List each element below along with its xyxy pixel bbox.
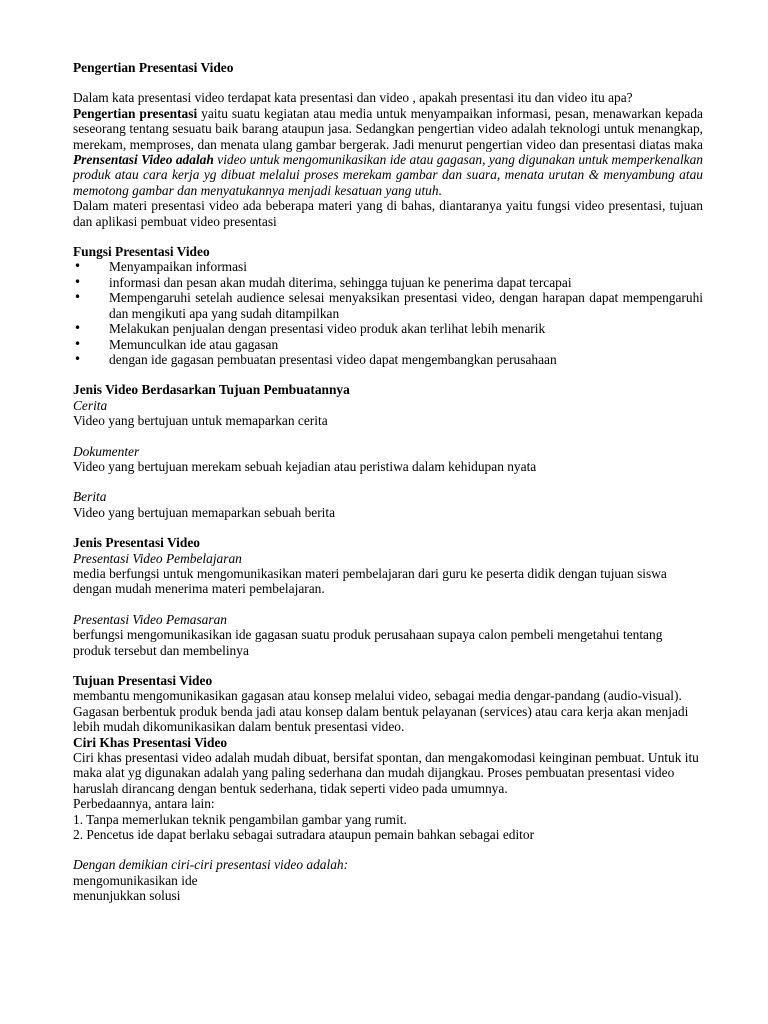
document-content — [73, 60, 703, 904]
presentasi-label-pembelajaran: Presentasi Video Pembelajaran — [73, 550, 242, 566]
jenis-label-dokumenter: Dokumenter — [73, 443, 140, 459]
jenis-tujuan-heading: Jenis Video Berdasarkan Tujuan Pembuatannya — [73, 382, 350, 398]
list-item: • dengan ide gagasan pembuatan presentasi video dapat mengembangkan perusahaan — [73, 352, 703, 367]
ciri-list-item-1: 1. Tanpa memerlukan teknik pengambilan gambar yang rumit. — [73, 811, 407, 827]
definition-term: Pengertian presentasi — [73, 105, 198, 121]
definition-video-text: video untuk mengomunikasikan ide atau gagasan, yang digunakan untuk memperkenalkan produk atau cara kerja yg dibuat melalui proses merekam gambar dan suara, menata urutan & menyambung atau memotong gambar dan menyatukannya menjadi kesatuan yang utuh. — [73, 152, 704, 198]
definition-text: yaitu suatu kegiatan atau media untuk menyampaikan informasi, pesan, menawarkan kepada seseorang tentang sesuatu baik barang ataupun jasa. Sedangkan pengertian video adalah teknologi untuk menangkap, merekam, memproses, dan menata ulang gambar bergerak. Jadi menurut pengertian video dan presentasi diatas maka — [73, 105, 703, 152]
jenis-desc-cerita: Video yang bertujuan untuk memaparkan cerita — [73, 413, 328, 429]
list-item: • Melakukan penjualan dengan presentasi video produk akan terlihat lebih menarik — [73, 321, 703, 336]
presentasi-desc-pemasaran: berfungsi mengomunikasikan ide gagasan suatu produk perusahaan supaya calon pembeli mengetahui tentang produk tersebut dan membelinya — [73, 627, 663, 658]
ciri-text: Ciri khas presentasi video adalah mudah dibuat, bersifat spontan, dan mengakomodasi keinginan pembuat. Untuk itu maka alat yg digunakan adalah yang paling sederhana dan mudah dijangkau. Proses pembuatan presentasi video haruslah dirancang dengan bentuk sederhana, tidak seperti video pada umumnya. — [73, 750, 699, 796]
list-item: • Mempengaruhi setelah audience selesai menyaksikan presentasi video, dengan harapan dapat mempengaruhi dan mengikuti apa yang sudah ditampilkan — [73, 290, 703, 321]
fungsi-heading: Fungsi Presentasi Video — [73, 244, 210, 260]
intro-definition — [73, 106, 703, 198]
jenis-desc-berita: Video yang bertujuan memaparkan sebuah berita — [73, 504, 336, 520]
jenis-desc-dokumenter: Video yang bertujuan merekam sebuah kejadian atau peristiwa dalam kehidupan nyata — [73, 458, 537, 474]
presentasi-desc-pembelajaran: media berfungsi untuk mengomunikasikan materi pembelajaran dari guru ke peserta didik dengan tujuan siswa dengan mudah menerima materi pembelajaran. — [73, 565, 667, 597]
list-item: • Memunculkan ide atau gagasan — [73, 337, 703, 352]
ciri-summary-item: mengomunikasikan ide — [73, 872, 198, 888]
list-item: • informasi dan pesan akan mudah diterima, sehingga tujuan ke penerima dapat tercapai — [73, 275, 703, 290]
jenis-label-berita: Berita — [73, 489, 107, 505]
jenis-presentasi-heading: Jenis Presentasi Video — [73, 535, 200, 551]
presentasi-label-pemasaran: Presentasi Video Pemasaran — [73, 611, 227, 627]
ciri-list-item-2: 2. Pencetus ide dapat berlaku sebagai sutradara ataupun pemain bahkan sebagai editor — [73, 827, 535, 843]
tujuan-text: membantu mengomunikasikan gagasan atau konsep melalui video, sebagai media dengar-pandang (audio-visual). Gagasan berbentuk produk benda jadi atau konsep dalam bentuk pelayanan (services) atau cara kerja akan menjadi lebih mudah dikomunikasikan dalam bentuk presentasi video. — [73, 688, 689, 735]
ciri-summary-item: menunjukkan solusi — [73, 888, 181, 904]
ciri-perbedaan: Perbedaannya, antara lain: — [73, 796, 215, 812]
ciri-heading: Ciri Khas Presentasi Video — [73, 734, 228, 750]
tujuan-heading: Tujuan Presentasi Video — [73, 673, 213, 688]
list-item: • Menyampaikan informasi — [73, 259, 703, 274]
intro-question: Dalam kata presentasi video terdapat kata presentasi dan video , apakah presentasi itu dan video itu apa? — [73, 90, 633, 106]
jenis-label-cerita: Cerita — [73, 397, 108, 413]
ciri-summary-heading: Dengan demikian ciri-ciri presentasi video adalah: — [73, 857, 349, 873]
fungsi-list — [73, 259, 703, 367]
document-title: Pengertian Presentasi Video — [73, 60, 234, 75]
intro-materi: Dalam materi presentasi video ada beberapa materi yang di bahas, diantaranya yaitu fungsi video presentasi, tujuan dan aplikasi pembuat video presentasi — [73, 198, 703, 229]
definition-term-video: Prensentasi Video adalah — [73, 152, 214, 168]
